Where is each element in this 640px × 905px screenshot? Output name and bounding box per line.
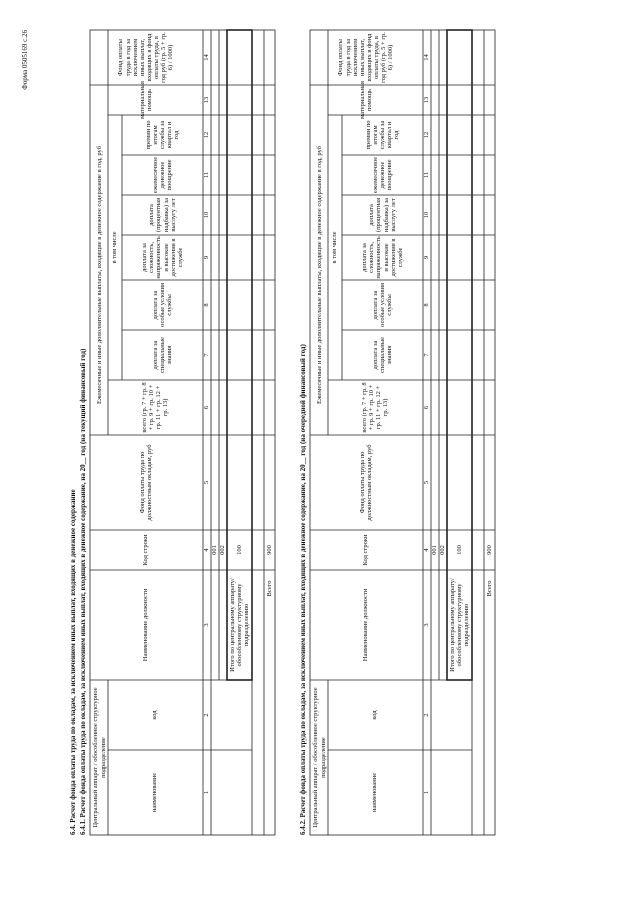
table2-subtotal-label: Итого по центральному аппарату/ обособленному структурному подразделению [448,578,471,672]
table2-col-name: наименование [371,772,379,813]
table2-num-8: 8 [423,303,431,307]
table1-num-12: 12 [203,131,211,139]
table2-subtotal-code: 100 [455,545,463,555]
table1-col-position: Наименование должности [142,588,150,662]
table2-num-3: 3 [423,623,431,627]
table2-col-13: материальная помощь [358,81,373,119]
table2-num-5: 5 [423,480,431,485]
table1-num-8: 8 [203,303,211,307]
table2-col-position: Наименование должности [362,588,370,662]
table1-extra-header: Ежемесячные и иные дополнительные выплаты, входящие в денежное содержание в год, руб [95,145,103,405]
table2-num-14: 14 [423,54,431,61]
table1-subtotal-code: 100 [235,545,243,555]
table1-total-label: Всего [265,580,273,597]
table1-num-10: 10 [203,211,211,219]
table2-col-9: доплата за сложность, напряженность и высокие достижения в службе [361,236,404,279]
table1-col-salary: Фонд оплаты труда по должностным окладам, руб [138,444,153,521]
table1-incl: в том числе [111,231,119,264]
table1-subtotal-label: Итого по центральному аппарату/ обособленному структурному подразделению [228,578,251,672]
table1-row-code: 002 [219,545,227,555]
table1-num-14: 14 [203,54,211,61]
table2-col-total: всего (гр. 7 + гр. 8 + гр. 9 + гр. 10 + гр. 11 + гр. 12 + гр. 13) [360,382,390,433]
table1-col-10: доплата (процентная надбавка) за выслугу лет [148,197,177,233]
table1-num-1: 1 [203,790,211,795]
table1-num-4: 4 [203,548,211,552]
table1-col-8: доплата за особые условия службы [151,283,174,327]
table1-col-name: наименование [151,772,159,813]
table1-col-line-code: Код строки [142,534,150,566]
table1-col-13: материальная помощь [138,81,153,119]
table2-num-13: 13 [423,96,431,104]
table2-col-salary: Фонд оплаты труда по должностным окладам, руб [358,444,373,521]
table2-col-line-code: Код строки [362,534,370,566]
table1-num-13: 13 [203,96,211,104]
table2-caption: 6.4.2. Расчет фонда оплаты труда по окладам, за исключением иных выплат, входящих в денежное содержание, на 20__ год (на очередной финансовый год) [299,344,307,835]
table2-col-code: код [371,710,379,720]
table2-num-12: 12 [423,131,431,139]
table2-col-10: доплата (процентная надбавка) за выслугу лет [368,197,397,233]
table2-col-11: ежемесячное денежное поощрение [371,156,394,194]
table2-org-header: Центральный аппарат / обособленное структурное подразделение [312,687,327,828]
table2-num-7: 7 [423,353,431,357]
table2-num-11: 11 [423,171,431,179]
table2-row-code: 001 [431,545,439,555]
table1-num-11: 11 [203,171,211,179]
section-title: 6.4. Расчет фонда оплаты труда по окладам, за исключением иных выплат, входящих в денежное содержание [69,489,77,835]
table1-caption: 6.4.1. Расчет фонда оплаты труда по окладам, за исключением иных выплат, входящих в денежное содержание, на 20__ год (на текущий финансовый год) [79,348,87,835]
table1-col-12: премии по итогам службы за квартал и год [144,120,181,150]
table1-col-9: доплата за сложность, напряженность и высокие достижения в службе [141,236,184,279]
table2-num-6: 6 [423,405,431,410]
table1-col-7: доплата за специальные знания [151,336,174,374]
table1-num-6: 6 [203,405,211,410]
table1-org-header: Центральный аппарат / обособленное структурное подразделение [92,687,107,828]
table1-col-total: всего (гр. 7 + гр. 8 + гр. 9 + гр. 10 + гр. 11 + гр. 12 + гр. 13) [140,382,170,433]
table2-total-code: 900 [485,545,493,555]
table1-row-code: 001 [211,545,219,555]
table2-total-label: Всего [485,580,493,597]
table1-col-11: ежемесячное денежное поощрение [151,156,174,194]
table1-col-14: Фонд оплаты труда в год за исключением иных выплат, входящих в фонд оплаты труда, в год руб (гр. 5 + гр. 6) / 1000) [117,32,175,83]
table2-num-9: 9 [423,255,431,260]
table2-num-4: 4 [423,548,431,552]
table2-num-10: 10 [423,211,431,219]
table2-col-8: доплата за особые условия службы [371,283,394,327]
table1-total-code: 900 [265,545,273,555]
table1-num-7: 7 [203,353,211,357]
table1-col-code: код [151,710,159,720]
table2-incl: в том числе [331,231,339,264]
table1-num-9: 9 [203,255,211,260]
table2-col-12: премии по итогам службы за квартал и год [364,120,401,150]
table2-row-code: 002 [439,545,447,555]
table2-num-2: 2 [423,713,431,717]
table2-num-1: 1 [423,790,431,795]
table1-num-3: 3 [203,623,211,627]
table1-num-2: 2 [203,713,211,717]
table2-col-7: доплата за специальные знания [371,336,394,374]
table2-extra-header: Ежемесячные и иные дополнительные выплаты, входящие в денежное содержание в год, руб [315,145,323,405]
table1-num-5: 5 [203,480,211,485]
table2-col-14: Фонд оплаты труда в год за исключением иных выплат, входящих в фонд оплаты труда, в год руб (гр. 5 + гр. 6) / 1000) [337,32,395,83]
form-id: Форма 0505169 с.26 [21,30,29,90]
